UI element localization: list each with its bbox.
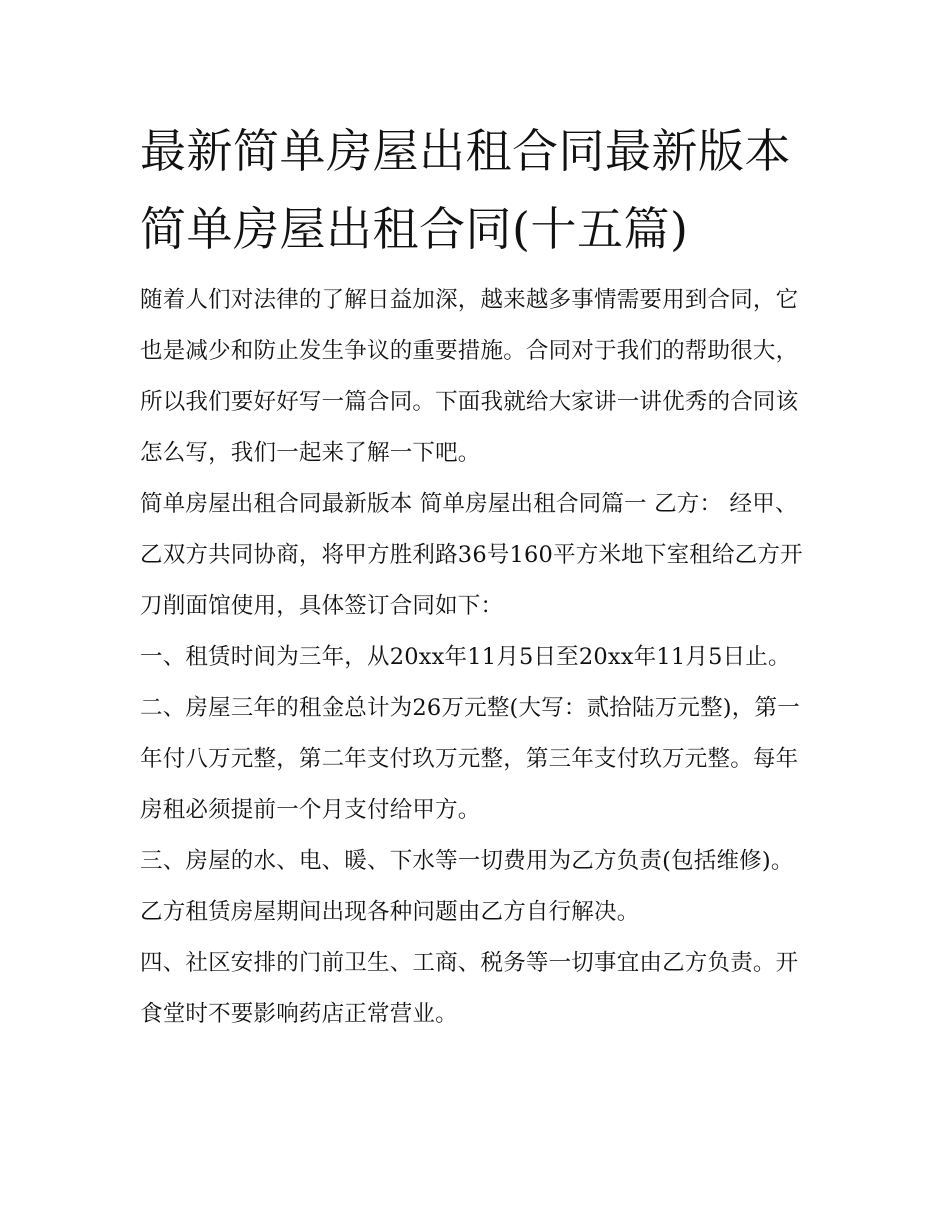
paragraph-clause-2: 二、房屋三年的租金总计为26万元整(大写：贰拾陆万元整)，第一年付八万元整，第二年支付玖万元整，第三年支付玖万元整。每年房租必须提前一个月支付给甲方。: [140, 695, 800, 823]
document-body: [140, 275, 815, 1040]
paragraph-intro: 随着人们对法律的了解日益加深，越来越多事情需要用到合同，它也是减少和防止发生争议的重要措施。合同对于我们的帮助很大，所以我们要好好写一篇合同。下面我就给大家讲一讲优秀的合同该怎么写，我们一起来了解一下吧。: [140, 287, 799, 466]
paragraph-clause-3: 三、房屋的水、电、暖、下水等一切费用为乙方负责(包括维修)。乙方租赁房屋期间出现各种问题由乙方自行解决。: [140, 848, 794, 925]
paragraph-clause-4: 四、社区安排的门前卫生、工商、税务等一切事宜由乙方负责。开食堂时不要影响药店正常营业。: [140, 950, 799, 1027]
paragraph-clause-1: 一、租赁时间为三年，从20xx年11月5日至20xx年11月5日止。: [140, 644, 791, 670]
document-title: 最新简单房屋出租合同最新版本 简单房屋出租合同(十五篇): [140, 124, 791, 256]
paragraph-contract-heading: 简单房屋出租合同最新版本 简单房屋出租合同篇一 乙方： 经甲、乙双方共同协商，将甲方胜利路36号160平方米地下室租给乙方开刀削面馆使用，具体签订合同如下：: [140, 491, 803, 619]
